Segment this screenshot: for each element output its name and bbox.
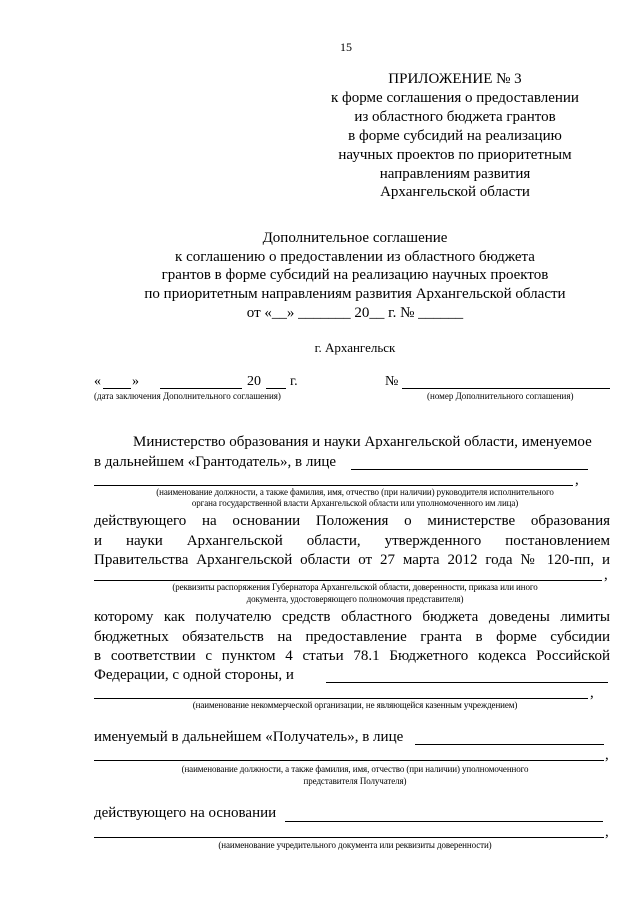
agreement-number-blank[interactable] bbox=[402, 388, 610, 389]
p5-line: действующего на основании bbox=[94, 805, 277, 821]
caption-recipient-representative-2: представителя Получателя) bbox=[303, 776, 407, 786]
comma: , bbox=[605, 824, 609, 840]
title-date-number: от «__» _______ 20__ г. № ______ bbox=[246, 305, 464, 321]
grantor-representative-blank-2[interactable] bbox=[94, 485, 573, 486]
p3-line4: Федерации, с одной стороны, и bbox=[94, 667, 294, 683]
founding-document-blank[interactable] bbox=[285, 821, 603, 822]
caption-recipient-representative: (наименование должности, а также фамилия, имя, отчество (при наличии) уполномоченного bbox=[181, 764, 529, 774]
appendix-line: из областного бюджета грантов bbox=[354, 109, 556, 125]
comma: , bbox=[590, 685, 594, 701]
comma: , bbox=[605, 747, 609, 763]
recipient-organization-blank[interactable] bbox=[326, 682, 608, 683]
comma: , bbox=[604, 567, 608, 583]
date-caption: (дата заключения Дополнительного соглашения) bbox=[94, 391, 281, 401]
appendix-line: научных проектов по приоритетным bbox=[338, 147, 572, 163]
caption-recipient-organization: (наименование некоммерческой организации, не являющейся казенным учреждением) bbox=[192, 700, 518, 710]
caption-founding-document: (наименование учредительного документа или реквизиты доверенности) bbox=[218, 840, 492, 850]
appendix-line: направлениям развития bbox=[379, 166, 531, 182]
date-year-suffix: г. bbox=[290, 374, 298, 389]
p2-line1: действующего на основании Положения о министерстве образования bbox=[94, 513, 610, 529]
p3-line1: которому как получателю средств областного бюджета доведены лимиты bbox=[94, 609, 610, 625]
page-number: 15 bbox=[340, 40, 352, 54]
recipient-organization-blank-2[interactable] bbox=[94, 698, 588, 699]
city: г. Архангельск bbox=[314, 340, 396, 355]
p4-line: именуемый в дальнейшем «Получатель», в лице bbox=[94, 729, 404, 745]
appendix-line: к форме соглашения о предоставлении bbox=[331, 90, 579, 106]
caption-grantor-representative: (наименование должности, а также фамилия, имя, отчество (при наличии) руководителя исполнительного bbox=[156, 487, 554, 497]
title-line: по приоритетным направлениям развития Архангельской области bbox=[144, 286, 566, 302]
title-line: к соглашению о предоставлении из областного бюджета bbox=[175, 249, 535, 265]
appendix-line: в форме субсидий на реализацию bbox=[348, 128, 562, 144]
authority-document-blank[interactable] bbox=[94, 580, 602, 581]
appendix-line: Архангельской области bbox=[380, 184, 530, 200]
p3-line2: бюджетных обязательств на предоставление гранта в форме субсидии bbox=[94, 629, 610, 645]
month-blank[interactable] bbox=[160, 388, 242, 389]
founding-document-blank-2[interactable] bbox=[94, 837, 604, 838]
date-open-quote: « bbox=[94, 374, 101, 389]
p2-line2: и науки Архангельской области, утвержденного постановлением bbox=[94, 533, 610, 549]
caption-authority-document: (реквизиты распоряжения Губернатора Архангельской области, доверенности, приказа или иного bbox=[172, 582, 538, 592]
recipient-representative-blank-2[interactable] bbox=[94, 760, 604, 761]
title-line: грантов в форме субсидий на реализацию научных проектов bbox=[161, 267, 549, 283]
date-year: 20 bbox=[247, 374, 261, 389]
day-blank[interactable] bbox=[103, 388, 131, 389]
comma: , bbox=[575, 472, 579, 488]
title-line: Дополнительное соглашение bbox=[262, 230, 448, 246]
recipient-representative-blank[interactable] bbox=[415, 744, 604, 745]
year-blank[interactable] bbox=[266, 388, 286, 389]
p1-line2: в дальнейшем «Грантодатель», в лице bbox=[94, 454, 337, 470]
number-sign: № bbox=[385, 374, 399, 389]
p3-line3: в соответствии с пунктом 4 статьи 78.1 Бюджетного кодекса Российской bbox=[94, 648, 610, 664]
p1-line1: Министерство образования и науки Архангельской области, именуемое bbox=[133, 434, 592, 450]
number-caption: (номер Дополнительного соглашения) bbox=[427, 391, 574, 401]
p2-line3: Правительства Архангельской области от 27 марта 2012 года № 120-пп, и bbox=[94, 552, 610, 568]
caption-authority-document-2: документа, удостоверяющего полномочия представителя) bbox=[246, 594, 464, 604]
appendix-title: ПРИЛОЖЕНИЕ № 3 bbox=[388, 71, 522, 87]
date-close-quote: » bbox=[132, 374, 139, 389]
grantor-representative-blank[interactable] bbox=[351, 469, 588, 470]
caption-grantor-representative-2: органа государственной власти Архангельской области или уполномоченного им лица) bbox=[191, 498, 519, 508]
